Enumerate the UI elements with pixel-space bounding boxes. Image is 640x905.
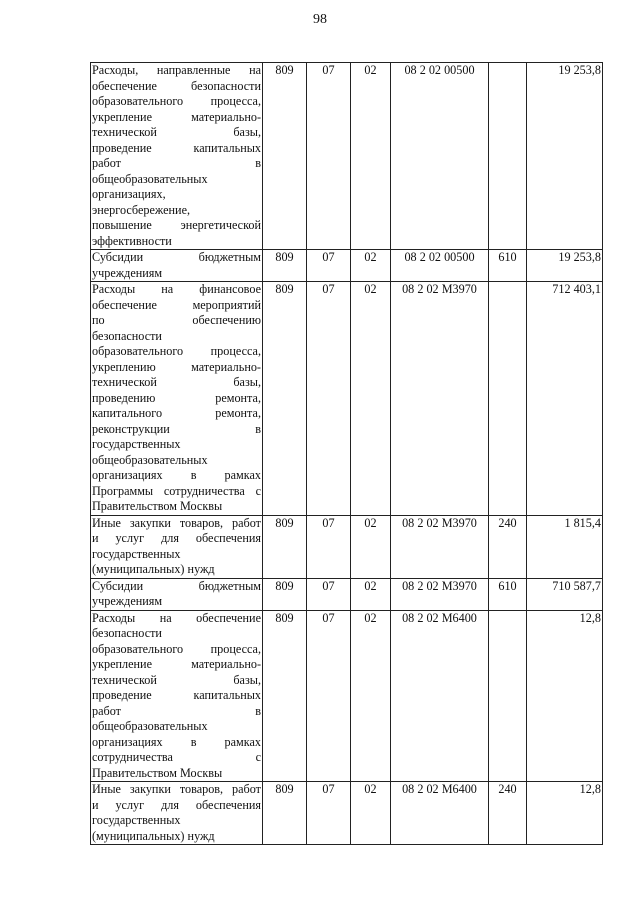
table-row: [91, 515, 603, 578]
expense-description: [91, 282, 263, 516]
description-line: (муниципальных) нужд: [92, 562, 215, 576]
description-line: проведение капитальных: [92, 688, 261, 702]
amount-value: 19 253,8: [527, 63, 603, 250]
expense-description: [91, 63, 263, 250]
amount-value: 19 253,8: [527, 250, 603, 282]
section-code: 07: [307, 610, 351, 782]
amount-value: 12,8: [527, 782, 603, 845]
subsection-code: 02: [351, 250, 391, 282]
description-line: организациях в рамках: [92, 468, 261, 482]
description-line: учреждениям: [92, 265, 163, 280]
amount-value: 12,8: [527, 610, 603, 782]
description-line: и услуг для обеспечения: [92, 531, 261, 545]
page-number: 98: [313, 12, 327, 27]
amount-value: 710 587,7: [527, 578, 603, 610]
description-line: Субсидии бюджетным: [92, 250, 261, 264]
ministry-code: 809: [263, 782, 307, 845]
description-line: технической базы,: [92, 672, 261, 687]
description-line: государственных: [92, 813, 181, 827]
ministry-code: 809: [263, 610, 307, 782]
section-code: 07: [307, 515, 351, 578]
expense-description: [91, 250, 263, 282]
description-line: технической базы,: [92, 125, 261, 139]
description-line: образовательного процесса,: [92, 344, 261, 358]
subsection-code: 02: [351, 578, 391, 610]
description-line: государственных: [92, 546, 181, 561]
table-row: [91, 610, 603, 782]
description-line: сотрудничества с: [92, 750, 261, 764]
description-line: Программы сотрудничества с: [92, 483, 261, 498]
description-line: технической базы,: [92, 375, 261, 389]
description-line: учреждениям: [92, 594, 163, 608]
subsection-code: 02: [351, 515, 391, 578]
expense-description: [91, 610, 263, 782]
description-line: образовательного процесса,: [92, 94, 261, 108]
description-line: укрепление материально-: [92, 657, 261, 671]
ministry-code: 809: [263, 250, 307, 282]
description-line: организациях в рамках: [92, 734, 261, 749]
subsection-code: 02: [351, 282, 391, 516]
description-line: по обеспечению: [92, 313, 261, 327]
expense-type-code: [489, 610, 527, 782]
description-line: работ в: [92, 156, 261, 170]
description-line: реконструкции в: [92, 421, 261, 436]
description-line: капитального ремонта,: [92, 406, 261, 420]
section-code: 07: [307, 282, 351, 516]
description-line: Субсидии бюджетным: [92, 578, 261, 593]
section-code: 07: [307, 63, 351, 250]
expense-description: [91, 782, 263, 845]
ministry-code: 809: [263, 578, 307, 610]
description-line: Иные закупки товаров, работ: [92, 782, 261, 796]
description-line: общеобразовательных: [92, 171, 208, 186]
target-article-code: 08 2 02 00500: [391, 250, 489, 282]
description-line: Правительством Москвы: [92, 765, 223, 780]
description-line: обеспечение безопасности: [92, 78, 261, 93]
description-line: общеобразовательных: [92, 719, 208, 733]
table-row: [91, 782, 603, 845]
expense-type-code: 610: [489, 578, 527, 610]
expense-type-code: 610: [489, 250, 527, 282]
description-line: укрепление материально-: [92, 109, 261, 124]
amount-value: 712 403,1: [527, 282, 603, 516]
expense-description: [91, 515, 263, 578]
description-line: организациях,: [92, 187, 166, 201]
target-article-code: 08 2 02 00500: [391, 63, 489, 250]
ministry-code: 809: [263, 515, 307, 578]
target-article-code: 08 2 02 M3970: [391, 515, 489, 578]
description-line: образовательного процесса,: [92, 641, 261, 656]
description-line: обеспечение мероприятий: [92, 297, 261, 312]
table-row: [91, 282, 603, 516]
target-article-code: 08 2 02 M6400: [391, 782, 489, 845]
target-article-code: 08 2 02 M3970: [391, 578, 489, 610]
description-line: безопасности: [92, 328, 162, 343]
description-line: общеобразовательных: [92, 452, 208, 467]
table-row: [91, 250, 603, 282]
section-code: 07: [307, 250, 351, 282]
description-line: энергосбережение,: [92, 202, 191, 217]
table-row: [91, 578, 603, 610]
table-row: [91, 63, 603, 250]
description-line: государственных: [92, 437, 181, 451]
target-article-code: 08 2 02 M3970: [391, 282, 489, 516]
description-line: повышение энергетической: [92, 218, 261, 232]
budget-table: [90, 62, 603, 845]
description-line: работ в: [92, 703, 261, 718]
budget-table-body: [91, 63, 603, 845]
description-line: Правительством Москвы: [92, 499, 223, 513]
subsection-code: 02: [351, 63, 391, 250]
description-line: (муниципальных) нужд: [92, 828, 215, 843]
expense-type-code: 240: [489, 782, 527, 845]
description-line: проведение капитальных: [92, 140, 261, 155]
section-code: 07: [307, 578, 351, 610]
description-line: эффективности: [92, 233, 172, 248]
description-line: Расходы, направленные на: [92, 63, 261, 77]
description-line: и услуг для обеспечения: [92, 797, 261, 812]
subsection-code: 02: [351, 610, 391, 782]
expense-type-code: [489, 282, 527, 516]
ministry-code: 809: [263, 63, 307, 250]
amount-value: 1 815,4: [527, 515, 603, 578]
expense-type-code: [489, 63, 527, 250]
expense-description: [91, 578, 263, 610]
section-code: 07: [307, 782, 351, 845]
description-line: Расходы на финансовое: [92, 282, 261, 296]
ministry-code: 809: [263, 282, 307, 516]
expense-type-code: 240: [489, 515, 527, 578]
description-line: Расходы на обеспечение: [92, 610, 261, 625]
description-line: проведению ремонта,: [92, 390, 261, 405]
description-line: безопасности: [92, 626, 162, 640]
description-line: укреплению материально-: [92, 359, 261, 374]
subsection-code: 02: [351, 782, 391, 845]
description-line: Иные закупки товаров, работ: [92, 515, 261, 530]
target-article-code: 08 2 02 M6400: [391, 610, 489, 782]
